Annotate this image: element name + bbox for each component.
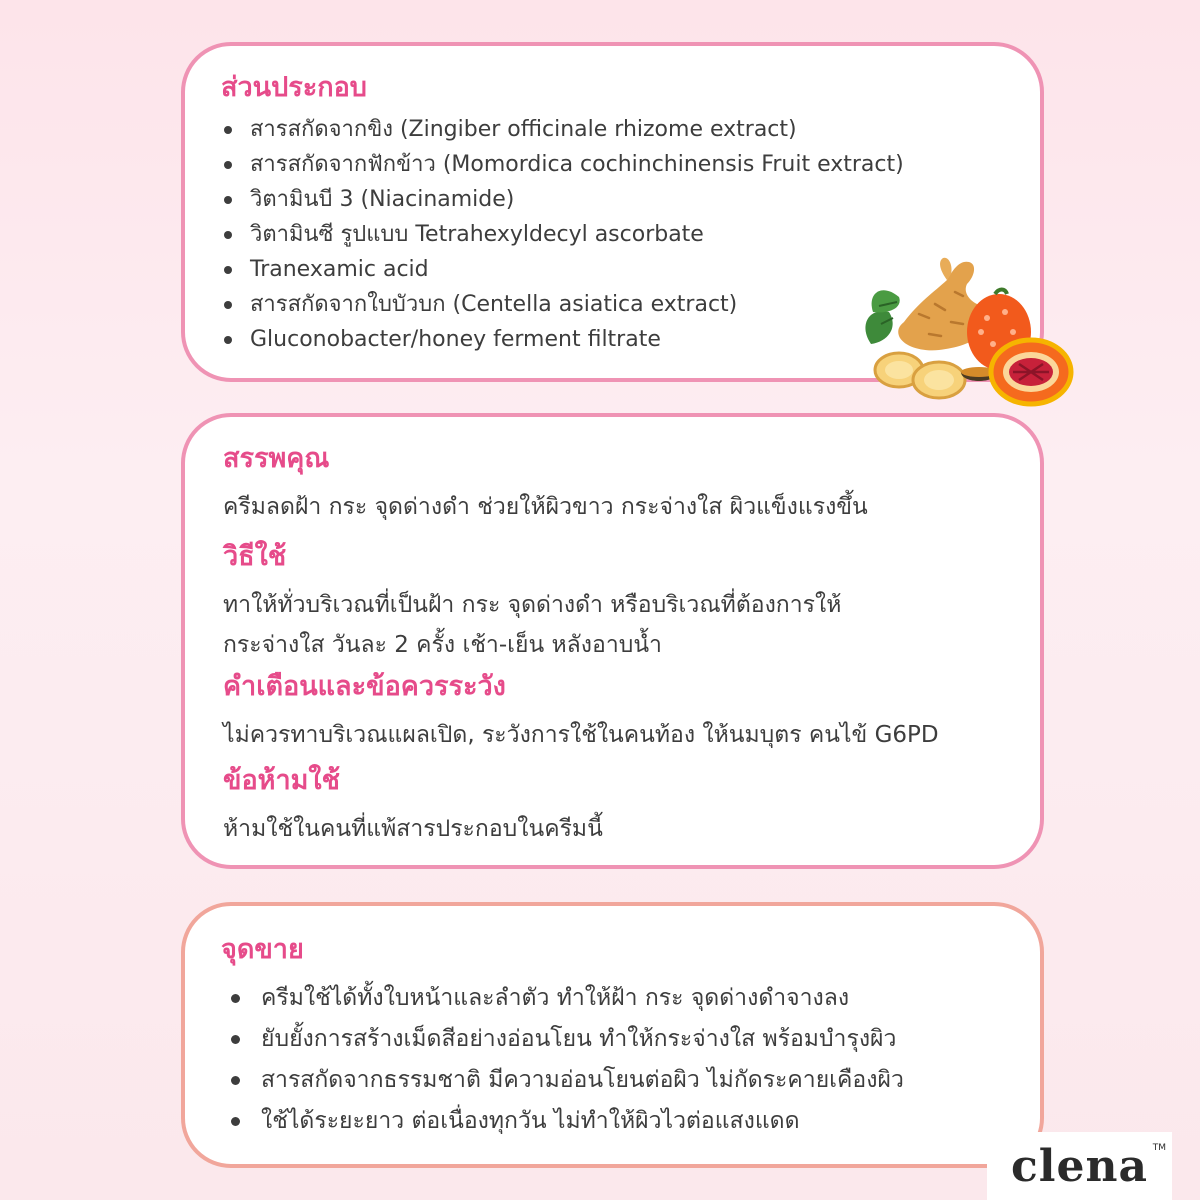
list-item: สารสกัดจากใบบัวบก (Centella asiatica extract) <box>221 287 1004 322</box>
ingredients-card <box>181 42 1044 382</box>
selling-points-title: จุดขาย <box>221 934 304 965</box>
ingredients-title: ส่วนประกอบ <box>221 72 367 103</box>
brand-name: clena <box>1011 1140 1148 1192</box>
warning-text: ไม่ควรทาบริเวณแผลเปิด, ระวังการใช้ในคนท้อง ให้นมบุตร คนไข้ G6PD <box>223 722 939 748</box>
list-item: ใช้ได้ระยะยาว ต่อเนื่องทุกวัน ไม่ทำให้ผิวไวต่อแสงแดด <box>221 1101 1004 1142</box>
brand-logo-text <box>1011 1140 1166 1192</box>
warning-title: คำเตือนและข้อควรระวัง <box>223 671 506 702</box>
contraindication-text: ห้ามใช้ในคนที่แพ้สารประกอบในครีมนี้ <box>223 816 603 842</box>
usage-text-line-2: กระจ่างใส วันละ 2 ครั้ง เช้า-เย็น หลังอาบน้ำ <box>223 632 662 658</box>
list-item: ครีมใช้ได้ทั้งใบหน้าและลำตัว ทำให้ฝ้า กระ จุดด่างดำจางลง <box>221 978 1004 1019</box>
list-item: สารสกัดจากธรรมชาติ มีความอ่อนโยนต่อผิว ไม่กัดระคายเคืองผิว <box>221 1060 1004 1101</box>
selling-points-card <box>181 902 1044 1168</box>
list-item: สารสกัดจากขิง (Zingiber officinale rhizome extract) <box>221 112 1004 147</box>
usage-text-line-1: ทาให้ทั่วบริเวณที่เป็นฝ้า กระ จุดด่างดำ หรือบริเวณที่ต้องการให้ <box>223 592 842 618</box>
selling-points-list <box>221 978 1004 1142</box>
trademark-mark: TM <box>1152 1142 1166 1153</box>
usage-title: วิธีใช้ <box>223 541 287 572</box>
benefits-text: ครีมลดฝ้า กระ จุดด่างดำ ช่วยให้ผิวขาว กระจ่างใส ผิวแข็งแรงขึ้น <box>223 494 868 520</box>
ginger-gac-fruit-icon <box>859 252 1074 412</box>
list-item: ยับยั้งการสร้างเม็ดสีอย่างอ่อนโยน ทำให้กระจ่างใส พร้อมบำรุงผิว <box>221 1019 1004 1060</box>
list-item: Tranexamic acid <box>221 252 1004 287</box>
list-item: สารสกัดจากฟักข้าว (Momordica cochinchinensis Fruit extract) <box>221 147 1004 182</box>
list-item: วิตามินบี 3 (Niacinamide) <box>221 182 1004 217</box>
list-item: Gluconobacter/honey ferment filtrate <box>221 322 1004 357</box>
benefits-title: สรรพคุณ <box>223 443 330 474</box>
list-item: วิตามินซี รูปแบบ Tetrahexyldecyl ascorbate <box>221 217 1004 252</box>
benefits-card <box>181 413 1044 869</box>
contraindication-title: ข้อห้ามใช้ <box>223 765 340 796</box>
brand-logo <box>987 1132 1172 1200</box>
